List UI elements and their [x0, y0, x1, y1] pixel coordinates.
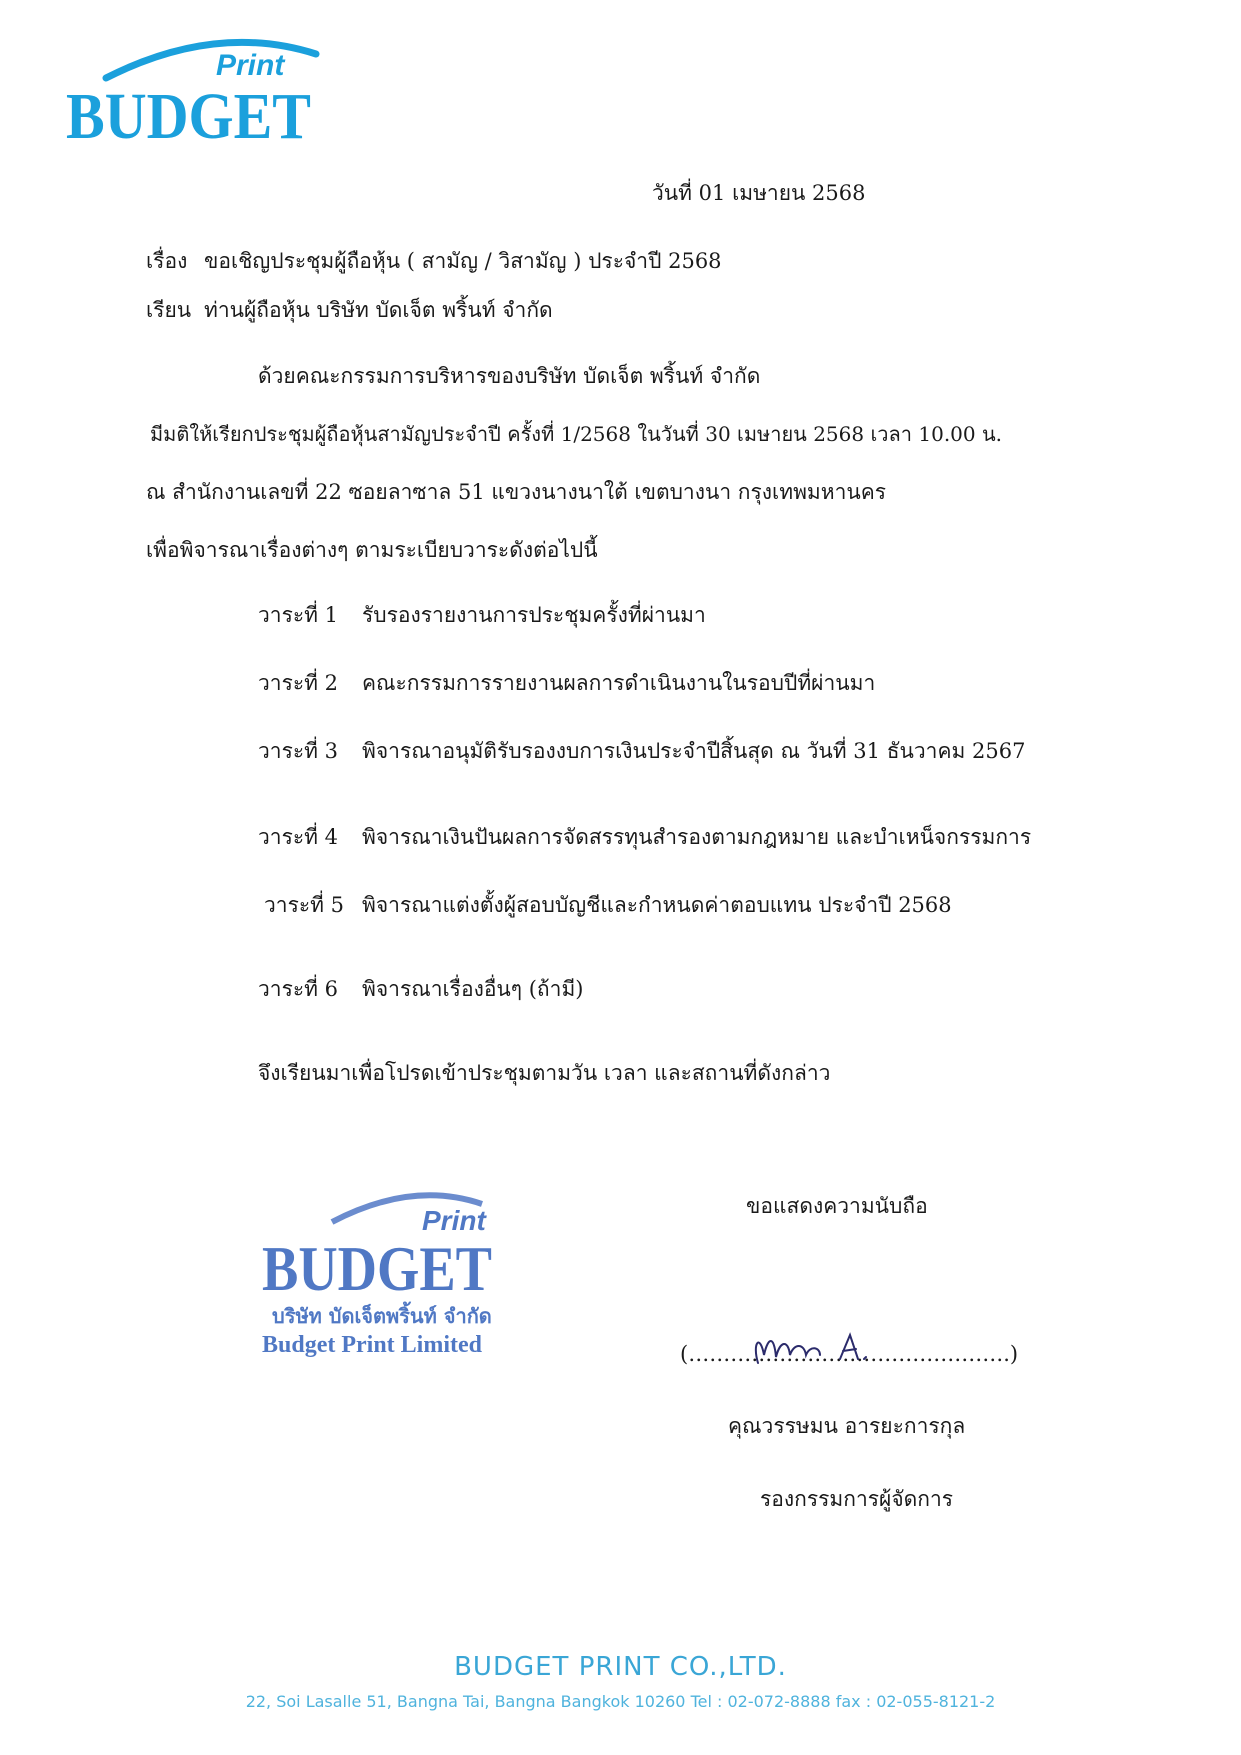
agenda-text: พิจารณาเรื่องอื่นๆ (ถ้ามี): [362, 977, 584, 1001]
agenda-text: รับรองรายงานการประชุมครั้งที่ผ่านมา: [362, 603, 706, 627]
regards-text: ขอแสดงความนับถือ: [746, 1194, 928, 1218]
recipient-label: เรียน: [146, 298, 192, 322]
subject-text: ขอเชิญประชุมผู้ถือหุ้น ( สามัญ / วิสามัญ ) ประจำปี 2568: [204, 249, 722, 273]
footer-address: 22, Soi Lasalle 51, Bangna Tai, Bangna Bangkok 10260 Tel : 02-072-8888 fax : 02-055-8121-2: [245, 1692, 996, 1711]
body-line: มีมติให้เรียกประชุมผู้ถือหุ้นสามัญประจำปี ครั้งที่ 1/2568 ในวันที่ 30 เมษายน 2568 เวลา 10.00 น.: [150, 422, 1003, 446]
agenda-text: พิจารณาอนุมัติรับรองงบการเงินประจำปีสิ้นสุด ณ วันที่ 31 ธันวาคม 2567: [362, 739, 1026, 763]
subject-label: เรื่อง: [146, 249, 188, 273]
agenda-label: วาระที่ 3: [258, 739, 339, 763]
agenda-text: พิจารณาแต่งตั้งผู้สอบบัญชีและกำหนดค่าตอบแทน ประจำปี 2568: [362, 893, 952, 917]
agenda-text: คณะกรรมการรายงานผลการดำเนินงานในรอบปีที่ผ่านมา: [362, 671, 876, 695]
stamp-sub-text: Print: [422, 1205, 486, 1236]
body-line: ด้วยคณะกรรมการบริหารของบริษัท บัดเจ็ต พริ้นท์ จำกัด: [258, 364, 761, 388]
signature-line: (……………………………………….): [680, 1342, 1019, 1366]
agenda-label: วาระที่ 6: [258, 977, 339, 1001]
company-logo: [66, 30, 366, 150]
recipient-text: ท่านผู้ถือหุ้น บริษัท บัดเจ็ต พริ้นท์ จำกัด: [204, 298, 553, 322]
stamp-brand-text: BUDGET: [262, 1233, 492, 1304]
company-stamp: [262, 1180, 542, 1360]
footer-company-name: BUDGET PRINT CO.,LTD.: [454, 1652, 787, 1682]
closing-text: จึงเรียนมาเพื่อโปรดเข้าประชุมตามวัน เวลา และสถานที่ดังกล่าว: [258, 1061, 831, 1085]
stamp-graphic: [262, 1180, 542, 1360]
handwritten-signature: [680, 1325, 980, 1375]
budget-print-logo: [66, 30, 366, 150]
agenda-label: วาระที่ 4: [258, 825, 339, 849]
body-line: เพื่อพิจารณาเรื่องต่างๆ ตามระเบียบวาระดังต่อไปนี้: [146, 538, 598, 562]
agenda-text: พิจารณาเงินปันผลการจัดสรรทุนสำรองตามกฎหมาย และบำเหน็จกรรมการ: [362, 825, 1032, 849]
stamp-english-text: Budget Print Limited: [262, 1332, 482, 1358]
agenda-label: วาระที่ 1: [258, 603, 339, 627]
signer-title: รองกรรมการผู้จัดการ: [760, 1487, 954, 1511]
agenda-label: วาระที่ 2: [258, 671, 339, 695]
stamp-thai-text: บริษัท บัดเจ็ตพริ้นท์ จำกัด: [272, 1304, 492, 1328]
logo-sub-text: Print: [216, 49, 285, 82]
agenda-label: วาระที่ 5: [264, 893, 345, 917]
body-line: ณ สำนักงานเลขที่ 22 ซอยลาซาล 51 แขวงนางนาใต้ เขตบางนา กรุงเทพมหานคร: [146, 480, 887, 504]
logo-brand-text: BUDGET: [66, 80, 311, 150]
signer-name: คุณวรรษมน อารยะการกุล: [728, 1414, 966, 1438]
letter-date: วันที่ 01 เมษายน 2568: [652, 181, 866, 205]
